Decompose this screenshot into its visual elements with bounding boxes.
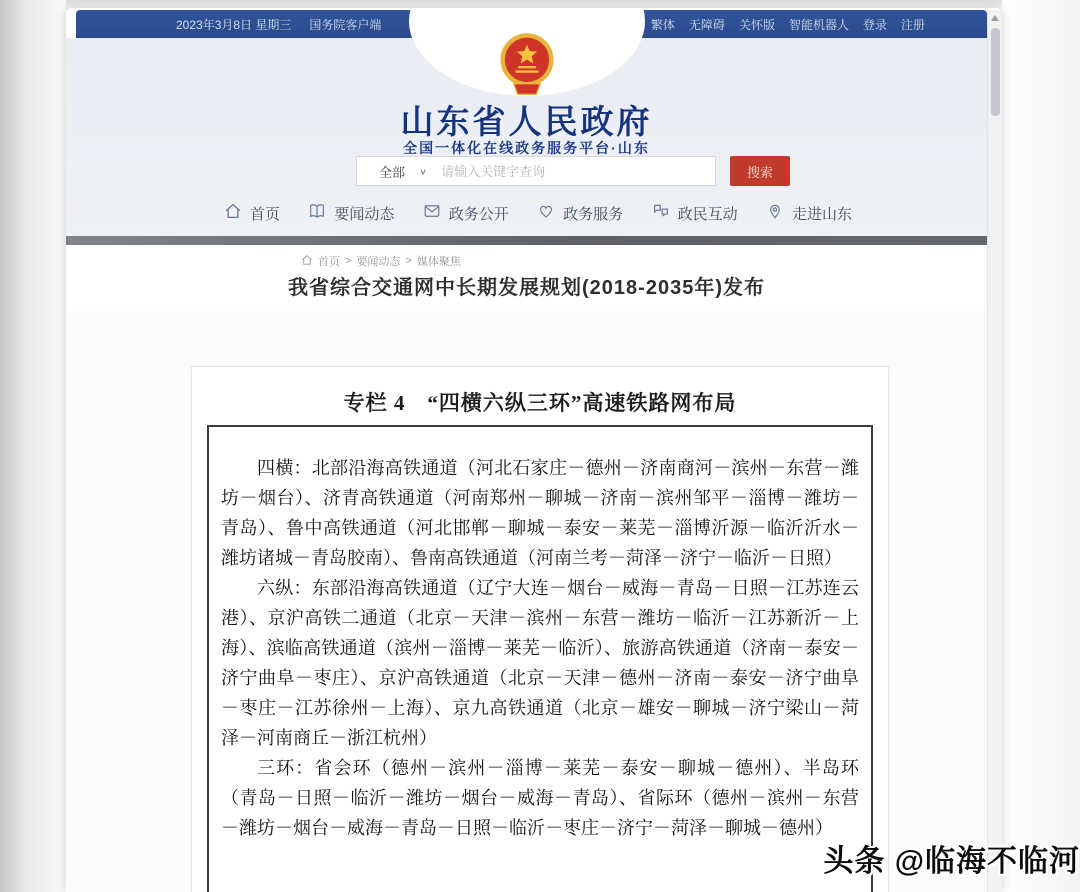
breadcrumb-separator: > xyxy=(405,255,412,267)
search-button[interactable]: 搜索 xyxy=(730,156,790,186)
paragraph-six-vertical: 六纵：东部沿海高铁通道（辽宁大连－烟台－威海－青岛－日照－江苏连云港）、京沪高铁二通道（北京－天津－滨州－东营－潍坊－临沂－江苏新沂－上海）、滨临高铁通道（滨州－淄博－莱芜－临沂）、旅游高铁通道（济南－泰安－济宁曲阜－枣庄）、京沪高铁通道（北京－天津－德州－济南－泰安－济宁曲阜－枣庄－江苏徐州－上海）、京九高铁通道（北京－雄安－聊城－济宁梁山－菏泽－河南商丘－浙江杭州） xyxy=(221,578,859,748)
topbar-link-accessibility[interactable]: 无障碍 xyxy=(688,17,725,32)
breadcrumb-current: 媒体聚焦 xyxy=(416,256,461,268)
nav-item-explore[interactable] xyxy=(766,202,852,224)
topbar-link-register[interactable]: 注册 xyxy=(900,17,925,32)
nav-item-label: 要闻动态 xyxy=(334,205,395,223)
topbar-date: 2023年3月8日 星期三 xyxy=(176,17,292,32)
envelope-icon xyxy=(423,202,441,224)
watermark-text: 头条 @临海不临河 xyxy=(823,845,1080,878)
topbar-left xyxy=(76,16,381,33)
site-title: 山东省人民政府 xyxy=(400,103,653,140)
vertical-scrollbar[interactable] xyxy=(987,10,1002,892)
nav-item-home[interactable] xyxy=(224,202,280,224)
scroll-up-arrow-icon[interactable] xyxy=(991,15,999,21)
divider-band xyxy=(66,236,1002,245)
topbar-link-robot[interactable]: 智能机器人 xyxy=(788,17,849,32)
nav-item-label: 走进山东 xyxy=(791,205,852,223)
site-banner xyxy=(66,38,987,236)
search-box xyxy=(356,156,716,186)
search-bar xyxy=(356,156,790,186)
nav-item-label: 政务公开 xyxy=(448,205,509,223)
nav-item-disclosure[interactable] xyxy=(423,202,509,224)
breadcrumb-news[interactable]: 要闻动态 xyxy=(356,256,401,268)
main-nav xyxy=(224,198,852,228)
breadcrumb xyxy=(301,253,461,269)
panel-text-box xyxy=(207,425,873,892)
nav-item-label: 首页 xyxy=(250,205,281,223)
breadcrumb-home[interactable]: 首页 xyxy=(318,256,340,268)
scrollbar-thumb[interactable] xyxy=(991,28,1000,116)
photo-edge-right xyxy=(1002,0,1080,892)
column-panel xyxy=(191,366,889,892)
nav-item-interaction[interactable] xyxy=(652,202,738,224)
chat-bubbles-icon xyxy=(652,202,670,224)
article-content-area xyxy=(66,311,987,892)
topbar-link-care-version[interactable]: 关怀版 xyxy=(738,17,775,32)
book-icon xyxy=(308,202,326,224)
topbar-links xyxy=(613,16,987,33)
search-scope-label: 全部 xyxy=(379,164,406,180)
nav-item-services[interactable] xyxy=(537,202,623,224)
heart-icon xyxy=(537,202,555,224)
home-icon xyxy=(224,202,242,224)
nav-item-label: 政民互动 xyxy=(677,205,738,223)
nav-item-news[interactable] xyxy=(308,202,394,224)
topbar-link-traditional[interactable]: 繁体 xyxy=(650,17,675,32)
paragraph-three-rings: 三环：省会环（德州－滨州－淄博－莱芜－泰安－聊城－德州）、半岛环（青岛－日照－临沂－潍坊－烟台－威海－青岛）、省际环（德州－滨州－东营－潍坊－烟台－威海－青岛－日照－临沂－枣庄－济宁－菏泽－聊城－德州） xyxy=(221,758,859,838)
map-pin-icon xyxy=(766,202,784,224)
topbar-client-link[interactable]: 国务院客户端 xyxy=(309,17,382,32)
nav-item-label: 政务服务 xyxy=(563,205,624,223)
breadcrumb-separator: > xyxy=(345,255,352,267)
search-scope-dropdown[interactable] xyxy=(357,162,441,181)
search-input[interactable] xyxy=(441,158,715,184)
chevron-down-icon: ∨ xyxy=(419,166,428,177)
browser-page xyxy=(66,8,1002,892)
paragraph-four-horizontal: 四横：北部沿海高铁通道（河北石家庄－德州－济南商河－滨州－东营－潍坊－烟台）、济青高铁通道（河南郑州－聊城－济南－滨州邹平－淄博－潍坊－青岛）、鲁中高铁通道（河北邯郸－聊城－泰安－莱芜－淄博沂源－临沂沂水－潍坊诸城－青岛胶南）、鲁南高铁通道（河南兰考－菏泽－济宁－临沂－日照） xyxy=(221,458,859,568)
site-subtitle: 全国一体化在线政务服务平台·山东 xyxy=(403,140,650,156)
panel-title: 专栏 4 “四横六纵三环”高速铁路网布局 xyxy=(343,391,737,415)
photo-edge-left xyxy=(0,0,66,892)
home-icon xyxy=(301,254,313,269)
article-title: 我省综合交通网中长期发展规划(2018-2035年)发布 xyxy=(288,277,765,299)
topbar-link-login[interactable]: 登录 xyxy=(862,17,887,32)
article-header-section xyxy=(66,245,987,311)
